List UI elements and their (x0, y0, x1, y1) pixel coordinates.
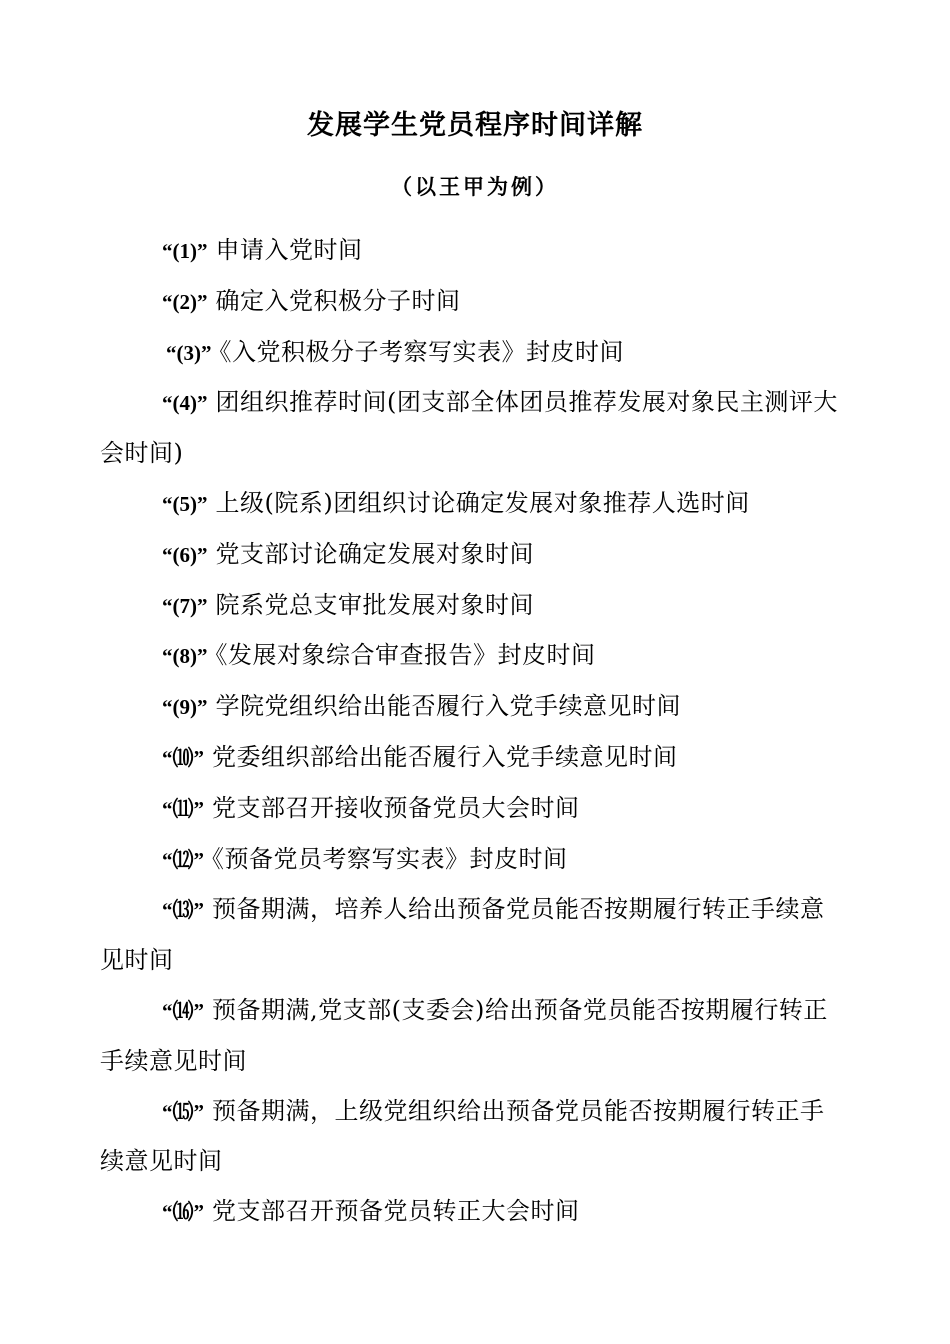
list-item (100, 885, 840, 986)
item-text: 确定入党积极分子时间 (215, 286, 461, 315)
item-number: “(1)” (162, 239, 208, 263)
item-text: 上级(院系)团组织讨论确定发展对象推荐人选时间 (215, 488, 750, 517)
document-subtitle: （以王甲为例） (391, 175, 559, 199)
list-item (100, 733, 840, 784)
document-title: 发展学生党员程序时间详解 (307, 110, 643, 141)
item-number: “(5)” (162, 491, 208, 516)
item-number: “(6)” (162, 542, 208, 567)
item-text: 党支部召开接收预备党员大会时间 (212, 793, 580, 822)
item-text: 预备期满，上级党组织给出预备党员能否按期履行转正手续意见时间 (100, 1096, 825, 1176)
list-item (100, 328, 840, 379)
item-number: “⑽” (162, 745, 204, 770)
item-text: 预备期满,党支部(支委会)给出预备党员能否按期履行转正手续意见时间 (100, 995, 828, 1075)
item-text: 院系党总支审批发展对象时间 (215, 590, 534, 619)
list-item (100, 479, 840, 530)
item-text: 党支部讨论确定发展对象时间 (215, 539, 534, 568)
item-number: “(8)” (162, 644, 208, 669)
item-number: “(7)” (162, 593, 208, 618)
list-item (100, 226, 840, 277)
list-item (100, 682, 840, 733)
item-text: 团组织推荐时间(团支部全体团员推荐发展对象民主测评大会时间) (100, 388, 838, 468)
item-text: 申请入党时间 (215, 236, 363, 264)
item-number: “⑾” (162, 796, 204, 821)
item-number: “(2)” (162, 289, 208, 314)
list-item (100, 986, 840, 1087)
list-item (100, 378, 840, 479)
item-number: “(3)” (166, 340, 212, 365)
item-text: 党支部召开预备党员转正大会时间 (212, 1197, 580, 1226)
list-item (100, 530, 840, 581)
list-item (100, 835, 840, 886)
item-text: 学院党组织给出能否履行入党手续意见时间 (215, 692, 681, 721)
list-item (100, 631, 840, 682)
item-number: “(4)” (162, 391, 208, 416)
document-body (100, 226, 840, 1238)
item-text: 党委组织部给出能否履行入党手续意见时间 (212, 742, 678, 771)
list-item (100, 277, 840, 328)
item-text: 预备期满，培养人给出预备党员能否按期履行转正手续意见时间 (100, 895, 825, 975)
list-item (100, 1187, 840, 1238)
item-number: “⒀” (162, 898, 204, 923)
item-number: “⒁” (162, 998, 204, 1023)
item-text: 《发展对象综合审查报告》封皮时间 (215, 641, 596, 670)
item-number: “(9)” (162, 695, 208, 720)
item-text: 《预备党员考察写实表》封皮时间 (212, 844, 568, 873)
item-text: 《入党积极分子考察写实表》封皮时间 (219, 337, 624, 366)
list-item (100, 784, 840, 835)
list-item (100, 1087, 840, 1188)
item-number: “⑿” (162, 847, 204, 872)
item-number: “⒂” (162, 1099, 204, 1124)
item-number: “⒃” (162, 1200, 204, 1225)
list-item (100, 581, 840, 632)
